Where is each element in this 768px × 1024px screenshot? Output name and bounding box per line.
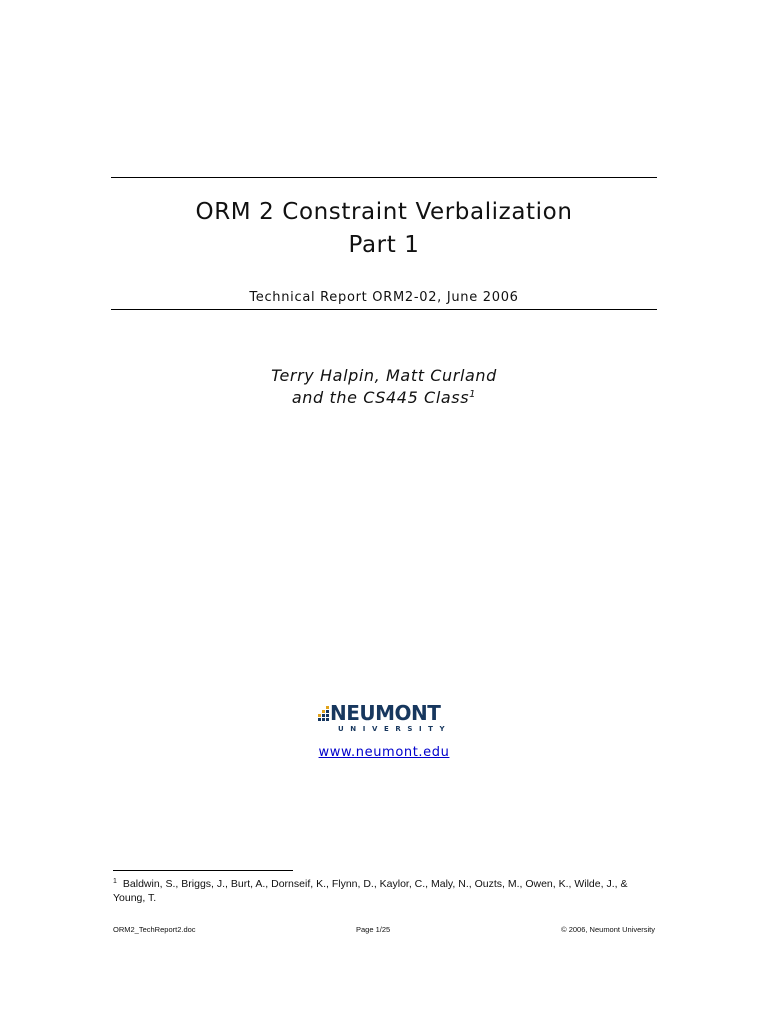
report-subtitle: Technical Report ORM2-02, June 2006 bbox=[249, 290, 519, 305]
neumont-university-logo bbox=[316, 703, 452, 735]
document-title-line2: Part 1 bbox=[348, 232, 420, 258]
logo-dots-icon bbox=[318, 706, 330, 722]
authors-line2-text: and the CS445 Class bbox=[291, 388, 470, 407]
footnote-separator bbox=[113, 870, 293, 871]
website-link[interactable]: www.neumont.edu bbox=[318, 745, 450, 760]
footnote-marker: 1 bbox=[113, 878, 117, 885]
author-footnote-marker: 1 bbox=[469, 389, 477, 400]
footnote-text: Baldwin, S., Briggs, J., Burt, A., Dornseif, K., Flynn, D., Kaylor, C., Maly, N., Ouzts, M., Owen, K., Wilde, J., & Young, T. bbox=[113, 878, 628, 904]
logo-wordmark: NEUMONT bbox=[330, 701, 441, 725]
footer-filename: ORM2_TechReport2.doc bbox=[113, 925, 196, 934]
footer-copyright: © 2006, Neumont University bbox=[561, 925, 655, 934]
mid-horizontal-rule bbox=[111, 309, 657, 310]
logo-subtitle: UNIVERSITY bbox=[338, 725, 452, 733]
top-horizontal-rule bbox=[111, 177, 657, 178]
authors-line1: Terry Halpin, Matt Curland bbox=[271, 366, 497, 385]
footer-page-number: Page 1/25 bbox=[356, 925, 391, 934]
authors-line2 bbox=[111, 388, 657, 407]
document-title-line1: ORM 2 Constraint Verbalization bbox=[195, 199, 573, 225]
footnote bbox=[113, 877, 653, 905]
